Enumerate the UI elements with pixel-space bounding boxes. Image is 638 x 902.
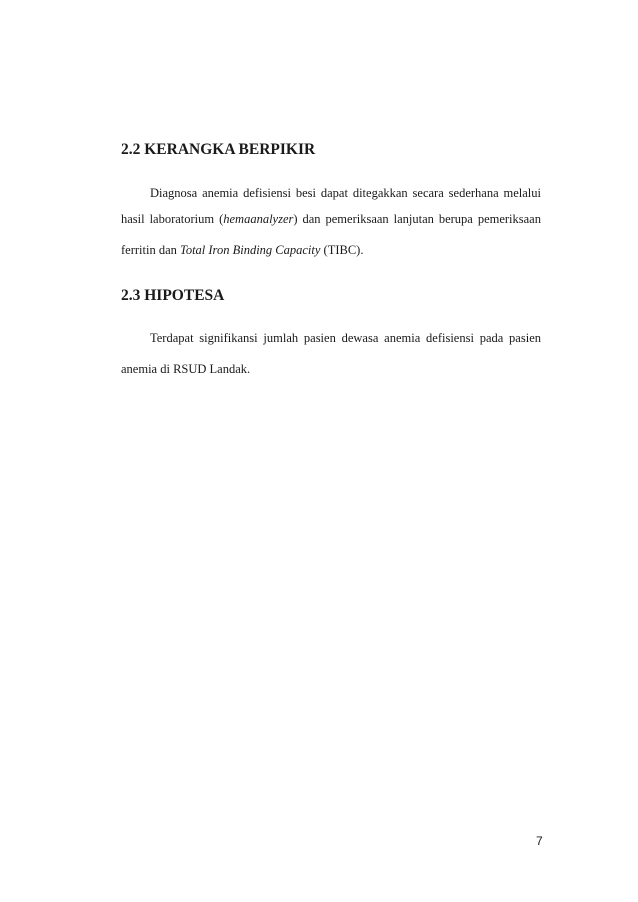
- text-segment: (TIBC).: [320, 243, 364, 257]
- italic-term-tibc: Total Iron Binding Capacity: [180, 243, 321, 257]
- paragraph-kerangka-line-1: Diagnosa anemia defisiensi besi dapat ditegakkan secara sederhana melalui: [150, 186, 541, 200]
- paragraph-kerangka-line-3: [121, 242, 541, 258]
- paragraph-kerangka-line-2: [121, 211, 541, 227]
- paragraph-hipotesa-line-2: anemia di RSUD Landak.: [121, 362, 251, 376]
- paragraph-hipotesa-line-1: Terdapat signifikansi jumlah pasien dewasa anemia defisiensi pada pasien: [150, 331, 541, 345]
- section-heading-kerangka-berpikir: 2.2 KERANGKA BERPIKIR: [121, 141, 316, 158]
- section-heading-hipotesa: 2.3 HIPOTESA: [121, 287, 225, 304]
- text-segment: ) dan pemeriksaan lanjutan berupa pemeriksaan: [293, 212, 541, 226]
- page-number: 7: [536, 834, 543, 848]
- text-segment: ferritin dan: [121, 243, 181, 257]
- text-segment: hasil laboratorium (: [121, 212, 224, 226]
- italic-term-hemaanalyzer: hemaanalyzer: [223, 212, 294, 226]
